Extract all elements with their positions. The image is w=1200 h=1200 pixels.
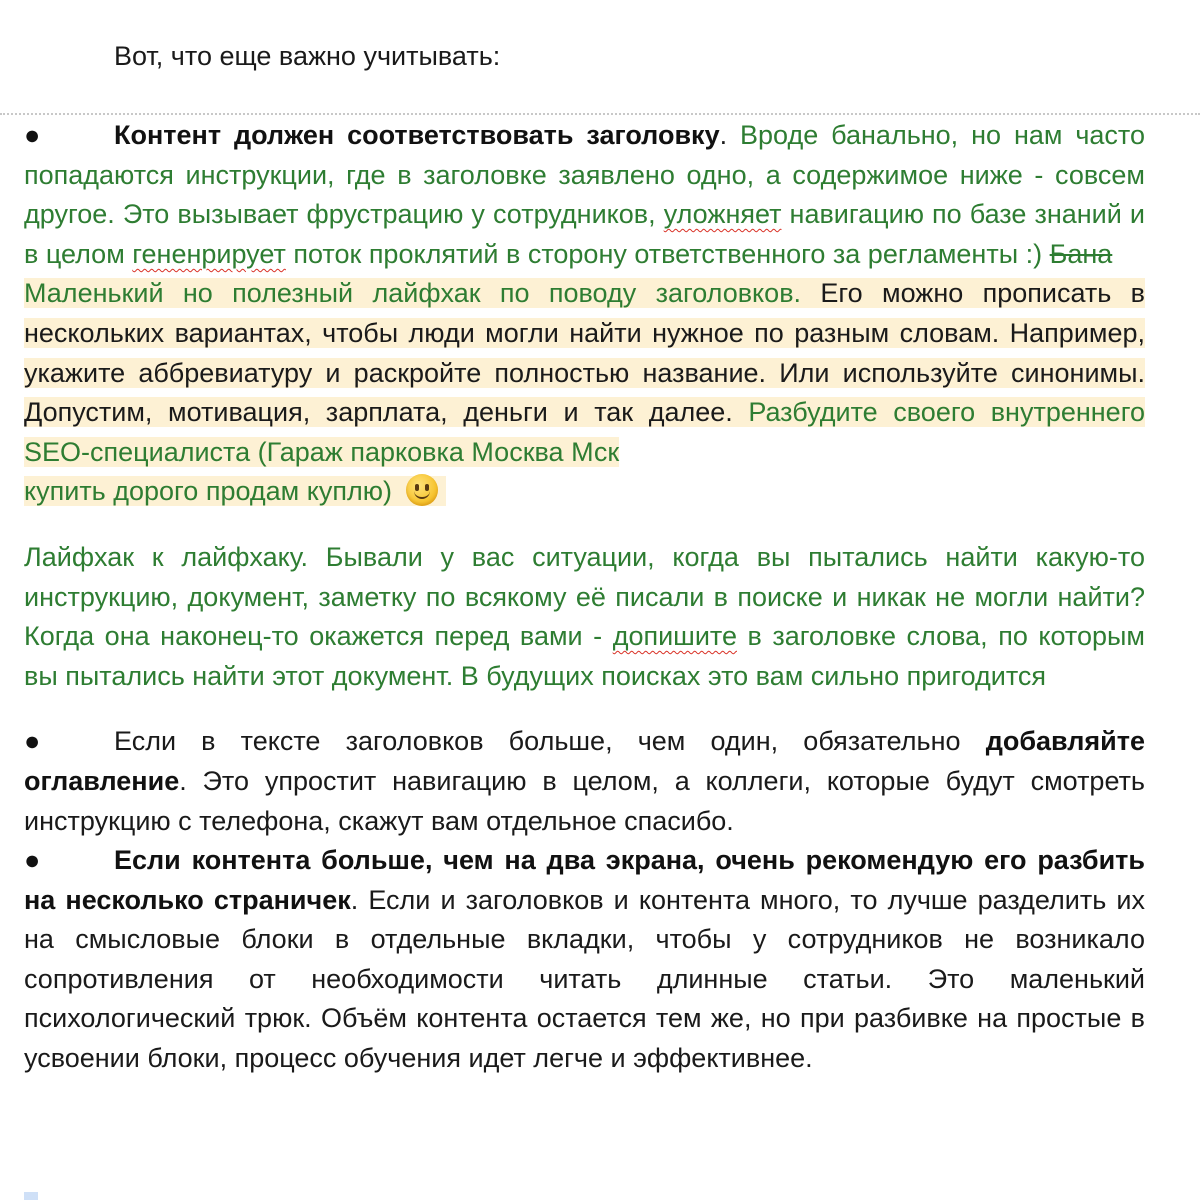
spellcheck-word[interactable]: уложняет bbox=[663, 199, 782, 230]
page-break-divider bbox=[0, 113, 1200, 115]
bullet-marker: ● bbox=[24, 726, 41, 757]
bold-lead: Контент должен соответствовать заголовку bbox=[114, 120, 720, 150]
strikethrough-text: Бана bbox=[1049, 238, 1113, 269]
intro-line: Вот, что еще важно учитывать: bbox=[114, 41, 501, 71]
smile-icon bbox=[406, 474, 438, 506]
paragraph-lifehack-to-lifehack: Лайфхак к лайфхаку. Бывали у вас ситуации, когда вы пытались найти какую-то инструкцию, документ, заметку по всякому её писали в поиске и никак не могли найти? Когда она наконец-то окажется перед вами - допишите в заголовке слова, по которым вы пытались найти этот документ. В будущих поисках это вам сильно пригодится bbox=[24, 541, 1145, 691]
highlighted-lifehack-tail: купить дорого продам куплю) bbox=[24, 472, 1145, 512]
spellcheck-word[interactable]: гененрирует bbox=[132, 238, 286, 269]
highlight-span: Маленький но полезный лайфхак по поводу заголовков. Его можно прописать в нескольких вариантах, чтобы люди могли найти нужное по разным словам. Например, укажите аббревиатуру и раскройте полностью название. Или используйте синонимы. Допустим, мотивация, зарплата, деньги и так далее. Разбудите своего внутреннего SEO-специалиста (Гараж парковка Москва Мск bbox=[24, 278, 1145, 467]
highlighted-lifehack-paragraph bbox=[24, 274, 1145, 472]
paragraph-table-of-contents: ● Если в тексте заголовков больше, чем один, обязательно добавляйте оглавление. Это упростит навигацию в целом, а коллеги, которые будут смотреть инструкцию с телефона, скажут вам отдельное спасибо. bbox=[24, 722, 1145, 841]
document-body bbox=[24, 116, 1145, 1079]
selection-marker bbox=[24, 1192, 38, 1200]
bullet-marker: ● bbox=[24, 120, 41, 150]
spellcheck-word[interactable]: допишите bbox=[612, 621, 737, 652]
paragraph-split-pages: ● Если контента больше, чем на два экрана, очень рекомендую его разбить на несколько страничек. Если и заголовков и контента много, то лучше разделить их на смысловые блоки в отдельные вкладки, чтобы у сотрудников не возникало сопротивления от необходимости читать длинные статьи. Это маленький психологический трюк. Объём контента остается тем же, но при разбивке на простые в усвоении блоки, процесс обучения идет легче и эффективнее. bbox=[24, 841, 1145, 1079]
bullet-marker: ● bbox=[24, 845, 41, 876]
paragraph-content-matches-title: ● Контент должен соответствовать заголовку. Вроде банально, но нам часто попадаются инструкции, где в заголовке заявлено одно, а содержимое ниже - совсем другое. Это вызывает фрустрацию у сотрудников, уложняет навигацию по базе знаний и в целом гененрирует поток проклятий в сторону ответственного за регламенты :) Бана bbox=[24, 116, 1145, 274]
green-comment: Вроде банально, но нам часто попадаются инструкции, где в заголовке заявлено одно, а содержимое ниже - совсем другое. Это вызывает фрустрацию у сотрудников, уложняет навигацию по базе знаний и в целом гененрирует поток проклятий в сторону ответственного за регламенты :) Бана bbox=[24, 120, 1146, 269]
